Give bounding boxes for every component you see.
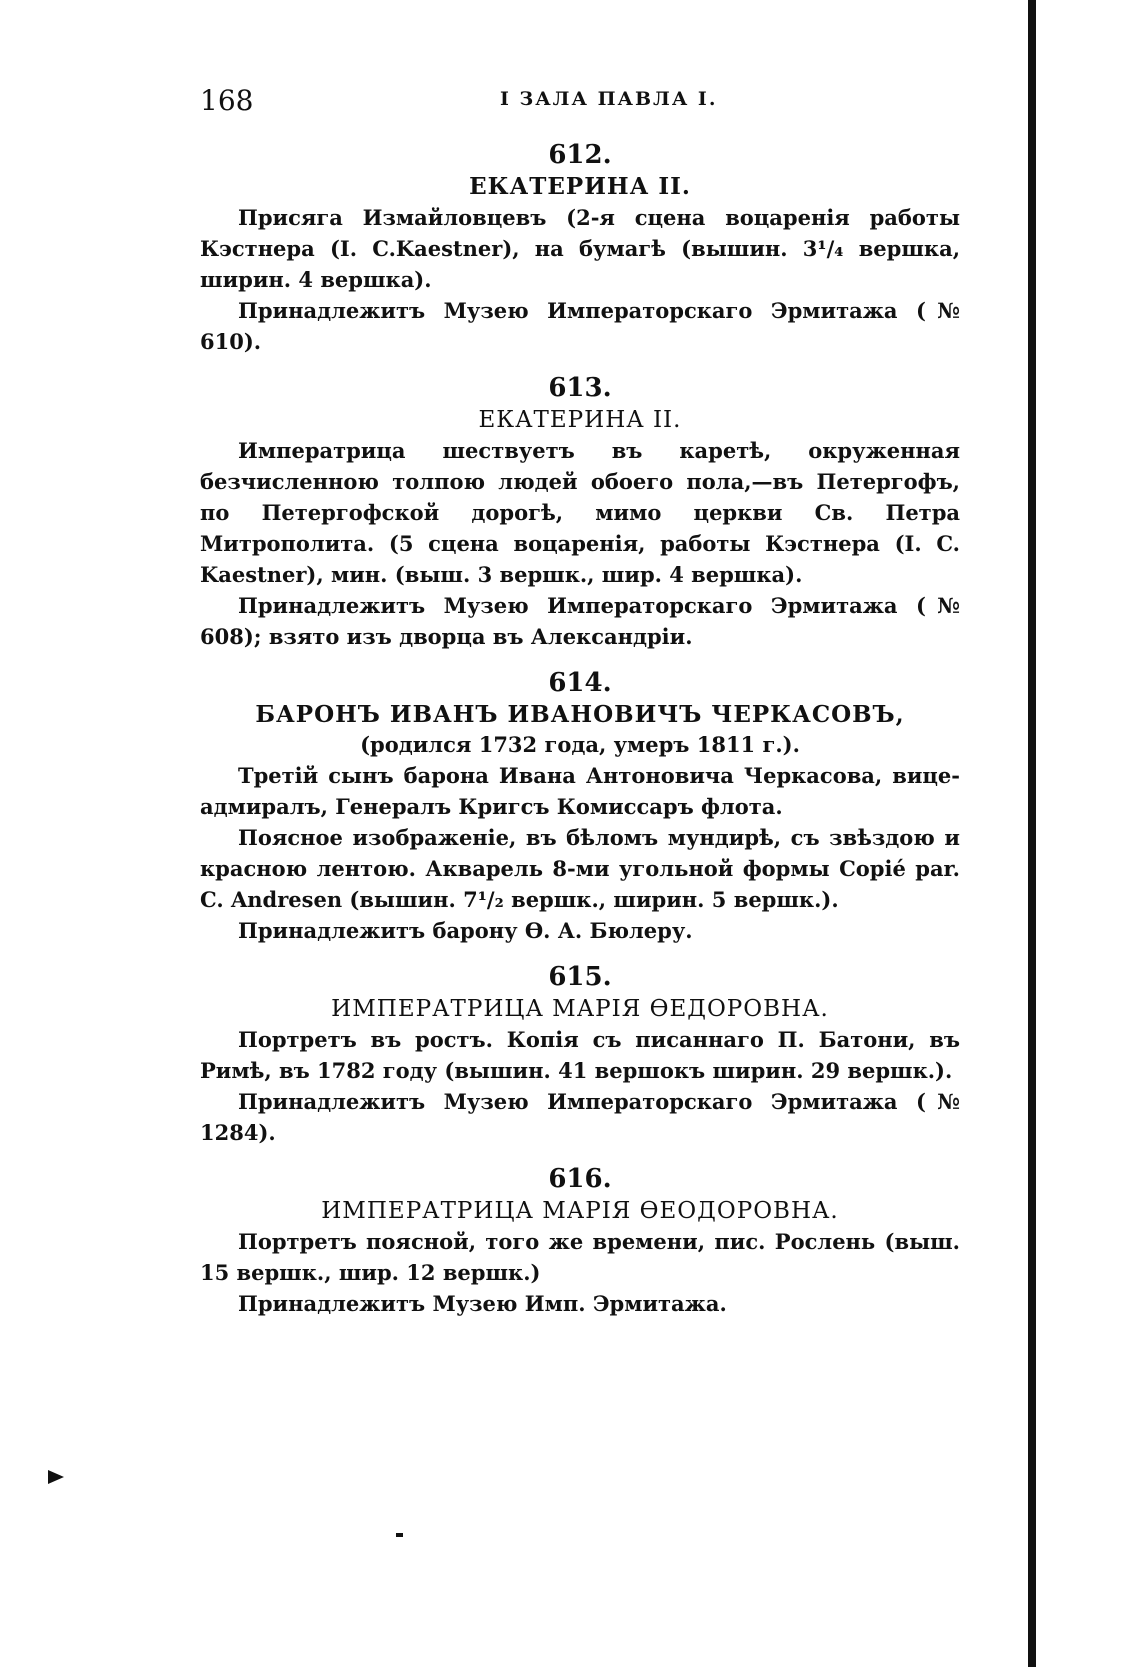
entry-owner: Принадлежитъ Музею Императорскаго Эрмитажа (№ 610). [200,298,960,354]
entry-title: БАРОНЪ ИВАНЪ ИВАНОВИЧЪ ЧЕРКАСОВЪ, [255,701,905,728]
entry-owner: Принадлежитъ Музею Имп. Эрмитажа. [238,1291,727,1316]
entry-description: Портретъ поясной, того же времени, пис. Рослень (выш. 15 вершк., шир. 12 вершк.) [200,1229,960,1285]
entry-description: Императрица шествуетъ въ каретѣ, окруженная безчисленною толпою людей обоего пола,—въ Петергофъ, по Петергофской дорогѣ, мимо церкви Св. Петра Митрополита. (5 сцена воцаренія, работы Кэстнера (I. C. Kaestner), мин. (выш. 3 вершк., шир. 4 вершка). [200,438,960,587]
entry-number: 614. [548,668,612,698]
scan-edge-rule [1028,0,1036,1667]
catalog-entry [200,138,960,357]
entry-owner: Принадлежитъ барону Ѳ. А. Бюлеру. [238,918,693,943]
entry-number: 612. [548,140,612,170]
entry-title: ИМПЕРАТРИЦА МАРІЯ ѲЕДОРОВНА. [331,996,829,1022]
entry-description: Портретъ въ ростъ. Копія съ писаннаго П. Батони, въ Римѣ, въ 1782 году (вышин. 41 вершокъ ширин. 29 вершк.). [200,1027,960,1083]
running-head [200,84,960,124]
entry-owner: Принадлежитъ Музею Императорскаго Эрмитажа (№ 608); взято изъ дворца въ Александріи. [200,593,960,649]
entry-owner: Принадлежитъ Музею Императорскаго Эрмитажа (№ 1284). [200,1089,960,1145]
entry-number: 616. [548,1164,612,1194]
entry-title: ИМПЕРАТРИЦА МАРІЯ ѲЕОДОРОВНА. [321,1198,839,1224]
catalog-entry [200,371,960,652]
catalog-entry [200,960,960,1148]
entry-number: 613. [548,373,612,403]
entry-description: Поясное изображеніе, въ бѣломъ мундирѣ, съ звѣздою и красною лентою. Акварель 8-ми угольной формы Copié par. C. Andresen (вышин. 7¹/₂ вершк., ширин. 5 вершк.). [200,825,960,912]
entry-number: 615. [548,962,612,992]
margin-arrow-icon [48,1470,64,1484]
catalog-entry [200,1162,960,1319]
entry-description: Третій сынъ барона Ивана Антоновича Черкасова, вице-адмиралъ, Генералъ Кригсъ Комиссаръ флота. [200,763,960,819]
entry-title: ЕКАТЕРИНА II. [478,407,682,433]
entry-description: Присяга Измайловцевъ (2-я сцена воцаренія работы Кэстнера (I. C.Kaestner), на бумагѣ (вышин. 3¹/₄ вершка, ширин. 4 вершка). [200,205,960,292]
entry-title: ЕКАТЕРИНА II. [469,173,691,200]
catalog-entry [200,666,960,946]
running-title: I ЗАЛА ПАВЛА I. [500,88,718,110]
ink-speck [396,1533,403,1537]
book-page [200,84,960,1319]
page-number: 168 [200,84,254,117]
entry-subtitle: (родился 1732 года, умеръ 1811 г.). [360,732,800,757]
